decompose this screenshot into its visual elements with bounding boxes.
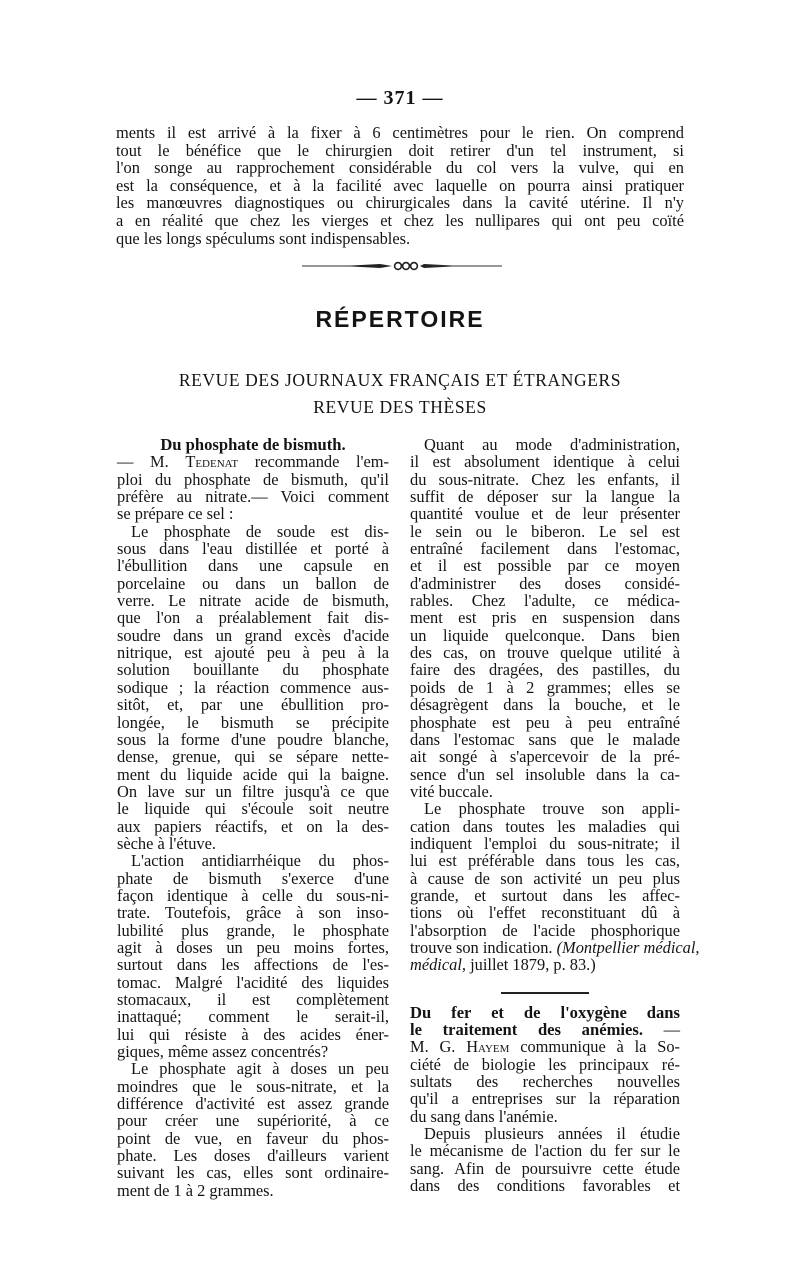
text-line: poids de 1 à 2 grammes; elles se (410, 677, 680, 697)
text-line: façon identique à celle du sous-ni- (117, 885, 389, 905)
text-line: faire des dragées, des pastilles, du (410, 660, 680, 680)
text-line: longée, le bismuth se précipite (117, 712, 389, 732)
text-line: On lave sur un filtre jusqu'à ce que (117, 781, 389, 801)
text-line: que l'on a préalablement fait dis- (117, 608, 389, 628)
text-line: sang. Afin de poursuivre cette étude (410, 1158, 680, 1178)
ornament-divider (302, 258, 502, 274)
text-line: point de vue, en faveur du phos- (117, 1128, 389, 1148)
intro-line: les manœuvres diagnostiques ou chirurgicales dans la cavité utérine. Il n'y (116, 193, 684, 213)
text-line: l'absorption de l'acide phosphorique (410, 920, 680, 940)
text-line: un liquide quelconque. Dans bien (410, 625, 680, 645)
text-line (410, 937, 700, 957)
text-line: il est absolument identique à celui (410, 452, 680, 472)
intro-line: ments il est arrivé à la fixer à 6 centimètres pour le rien. On comprend (116, 123, 684, 142)
text-line: préfère au nitrate.— Voici comment (117, 487, 389, 507)
text-line: le mécanisme de l'action du fer sur le (410, 1141, 680, 1161)
intro-line: a en réalité que chez les vierges et chez les nullipares qui ont peu coïté (116, 210, 684, 230)
text-line: rables. Chez l'adulte, ce médica- (410, 591, 680, 611)
intro-line: est la conséquence, et à la facilité avec laquelle on pourra ainsi pratiquer (116, 175, 684, 195)
text-line: ploi du phosphate de bismuth, qu'il (117, 469, 389, 489)
text-line: qu'il a entreprises sur la réparation (410, 1089, 680, 1109)
text-line: tions où l'effet reconstituant dû à (410, 903, 680, 923)
text-line: moindres que le sous-nitrate, et la (117, 1076, 389, 1096)
text-line: lui qui résiste à des acides éner- (117, 1024, 389, 1044)
text-line: aux papiers réactifs, et on la des- (117, 816, 389, 836)
text-line: vité buccale. (410, 781, 493, 801)
text-line: Le phosphate trouve son appli- (424, 799, 680, 819)
text-line: phate. Les doses d'ailleurs varient (117, 1146, 389, 1166)
text-line: sultats des recherches nouvelles (410, 1072, 680, 1092)
text-line: dense, grenue, qui se sépare nette- (117, 747, 389, 767)
text-line: soudre dans un grand excès d'acide (117, 625, 389, 645)
text-line: suffit de déposer sur la langue la (410, 487, 680, 507)
text-line: sous dans l'eau distillée et porté à (117, 539, 389, 559)
text-line: Depuis plusieurs années il étudie (424, 1124, 680, 1144)
text-line: ment du liquide acide qui la baigne. (117, 764, 389, 784)
text-line: dans l'estomac sans que le malade (410, 729, 680, 749)
citation-details: juillet 1879, p. 83.) (465, 955, 596, 975)
text-line: cation dans toutes les maladies qui (410, 816, 680, 836)
intro-line: tout le bénéfice que le chirurgien doit retirer d'un tel instrument, si (116, 140, 684, 160)
section-title: RÉPERTOIRE (315, 306, 485, 332)
intro-line: l'on songe au rapprochement considérable du col vers la vulve, qui en (116, 158, 684, 178)
text-line: verre. Le nitrate acide de bismuth, (117, 591, 389, 611)
text-segment: — (642, 1020, 680, 1039)
section-subtitle: REVUE DES THÈSES (313, 397, 487, 417)
text-line: des cas, on trouve quelque utilité à (410, 643, 680, 663)
citation-journal: médical, (410, 955, 466, 975)
left-column (117, 436, 389, 1199)
section-subtitle: REVUE DES JOURNAUX FRANÇAIS ET ÉTRANGERS (178, 370, 622, 390)
text-line: L'action antidiarrhéique du phos- (131, 851, 389, 871)
text-line: différence d'activité est assez grande (117, 1094, 389, 1114)
text-line: se prépare ce sel : (117, 504, 234, 524)
text-line: dans des conditions favorables et (410, 1176, 680, 1196)
text-line: agit à doses un peu moins fortes, (117, 937, 389, 957)
text-line: sèche à l'étuve. (117, 833, 216, 853)
text-line: lubilité plus grande, le phosphate (117, 920, 389, 940)
text-line: désagrègent dans la bouche, et le (410, 695, 680, 715)
text-line: quantité voulue et de leur présenter (410, 504, 680, 524)
text-line: du sous-nitrate. Chez les enfants, il (410, 469, 680, 489)
text-line: grande, et surtout dans les affec- (410, 885, 680, 905)
text-line: le sein ou le biberon. Le sel est (410, 521, 680, 541)
text-line: giques, même assez concentrés? (117, 1042, 329, 1062)
text-line: porcelaine ou dans un ballon de (117, 573, 389, 593)
text-line: d'administrer des doses considé- (410, 573, 680, 593)
page-number: — 371 — (356, 87, 444, 109)
text-line: sitôt, et, par une ébullition pro- (117, 695, 389, 715)
text-line: Quant au mode d'administration, (424, 435, 680, 454)
text-line: inattaqué; comment le serait-il, (117, 1007, 389, 1027)
text-line: Le phosphate agit à doses un peu (131, 1059, 389, 1079)
text-line: phate de bismuth s'exerce d'une (117, 868, 389, 888)
author-prefix: M. G. (410, 1037, 467, 1057)
intro-line: que les longs spéculums sont indispensables. (116, 228, 411, 248)
text-segment: communique à la So- (509, 1037, 680, 1057)
author-name: Hayem (466, 1037, 510, 1057)
text-line: le liquide qui s'écoule soit neutre (117, 799, 389, 819)
text-line: nitrique, est ajouté peu à peu à la (117, 643, 389, 663)
text-line: sence d'un sel insoluble dans la ca- (410, 764, 680, 784)
text-line: ment de 1 à 2 grammes. (117, 1180, 274, 1200)
text-line: ciété de biologie les principaux ré- (410, 1054, 680, 1074)
text-segment: trouve son indication. (410, 937, 553, 957)
text-line: l'ébullition dans une capsule en (117, 556, 389, 576)
text-line: ment est pris en suspension dans (410, 608, 680, 628)
text-line: tomac. Malgré l'acidité des liquides (117, 972, 389, 992)
text-line: trate. Toutefois, grâce à son inso- (117, 903, 389, 923)
article-separator (501, 992, 589, 994)
text-line: sous la forme d'une poudre blanche, (117, 729, 389, 749)
citation-journal: (Montpellier médical, (556, 937, 700, 957)
text-line: indiquent l'emploi du sous-nitrate; il (410, 833, 680, 853)
text-line: à cause de son activité un peu plus (410, 868, 680, 888)
text-line: phosphate est peu à peu entraîné (410, 712, 680, 732)
text-line: lui est préférable dans tous les cas, (410, 851, 680, 871)
right-column (410, 435, 700, 1196)
text-line: stomacaux, il est complètement (117, 990, 389, 1009)
text-line (410, 1021, 680, 1038)
text-line: surtout dans les affections de l'es- (117, 955, 389, 975)
text-line: entraîné facilement dans l'estomac, (410, 539, 680, 559)
text-line: et il est possible par ce moyen (410, 556, 680, 576)
text-line: ait songé à s'apercevoir de la pré- (410, 747, 680, 767)
text-line: sodique ; la réaction commence aus- (117, 677, 389, 697)
article-heading: Du phosphate de bismuth. (160, 435, 346, 454)
article-heading-cont: le traitement des anémies. (410, 1020, 643, 1039)
text-line (410, 956, 680, 973)
text-line: solution bouillante du phosphate (117, 660, 389, 680)
text-line: pour créer une supériorité, à ce (117, 1111, 389, 1131)
text-line (410, 1038, 680, 1055)
intro-paragraph (116, 124, 684, 247)
article-heading: Du fer et de l'oxygène dans (410, 1002, 680, 1022)
text-line: du sang dans l'anémie. (410, 1106, 558, 1126)
text-line: — M. Tedenat recommande l'em- (117, 452, 389, 472)
text-line: suivant les cas, elles sont ordinaire- (117, 1163, 389, 1183)
text-line: Le phosphate de soude est dis- (131, 521, 389, 541)
